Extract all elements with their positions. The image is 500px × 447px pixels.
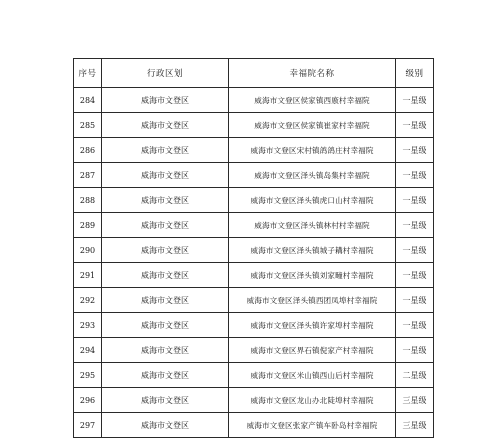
cell-region: 威海市文登区 [102, 163, 229, 188]
cell-welfare-home-name: 威海市文登区张家产镇车卧岛村幸福院 [229, 413, 396, 438]
cell-serial-number: 289 [74, 213, 102, 238]
cell-level: 一星级 [396, 88, 434, 113]
cell-welfare-home-name: 威海市文登区米山镇西山后村幸福院 [229, 363, 396, 388]
cell-serial-number: 295 [74, 363, 102, 388]
table-row [74, 138, 434, 163]
cell-serial-number: 287 [74, 163, 102, 188]
table-row [74, 413, 434, 438]
table-row [74, 313, 434, 338]
cell-serial-number: 284 [74, 88, 102, 113]
cell-welfare-home-name: 威海市文登区泽头镇刘家疃村幸福院 [229, 263, 396, 288]
cell-region: 威海市文登区 [102, 288, 229, 313]
cell-region: 威海市文登区 [102, 138, 229, 163]
cell-serial-number: 292 [74, 288, 102, 313]
header-welfare-home-name: 幸福院名称 [229, 59, 396, 88]
cell-level: 一星级 [396, 188, 434, 213]
table-header-row [74, 59, 434, 88]
table-row [74, 263, 434, 288]
cell-welfare-home-name: 威海市文登区侯家镇崔家村幸福院 [229, 113, 396, 138]
cell-region: 威海市文登区 [102, 413, 229, 438]
header-level: 级别 [396, 59, 434, 88]
welfare-home-table [73, 58, 434, 438]
cell-level: 一星级 [396, 138, 434, 163]
cell-level: 一星级 [396, 238, 434, 263]
table-row [74, 363, 434, 388]
table-row [74, 238, 434, 263]
cell-welfare-home-name: 威海市文登区泽头镇许家埠村幸福院 [229, 313, 396, 338]
cell-level: 一星级 [396, 288, 434, 313]
cell-region: 威海市文登区 [102, 213, 229, 238]
cell-welfare-home-name: 威海市文登区龙山办北陡埠村幸福院 [229, 388, 396, 413]
cell-level: 二星级 [396, 363, 434, 388]
cell-serial-number: 285 [74, 113, 102, 138]
cell-region: 威海市文登区 [102, 88, 229, 113]
cell-level: 三星级 [396, 388, 434, 413]
cell-region: 威海市文登区 [102, 388, 229, 413]
cell-welfare-home-name: 威海市文登区泽头镇城子耩村幸福院 [229, 238, 396, 263]
table-row [74, 288, 434, 313]
cell-level: 一星级 [396, 113, 434, 138]
table-row [74, 338, 434, 363]
table-row [74, 213, 434, 238]
cell-level: 一星级 [396, 338, 434, 363]
cell-serial-number: 286 [74, 138, 102, 163]
cell-welfare-home-name: 威海市文登区宋村镇鸽鸽庄村幸福院 [229, 138, 396, 163]
cell-welfare-home-name: 威海市文登区侯家镇西廒村幸福院 [229, 88, 396, 113]
header-administrative-division: 行政区划 [102, 59, 229, 88]
cell-level: 三星级 [396, 413, 434, 438]
table-row [74, 388, 434, 413]
cell-welfare-home-name: 威海市文登区泽头镇虎口山村幸福院 [229, 188, 396, 213]
cell-serial-number: 293 [74, 313, 102, 338]
cell-welfare-home-name: 威海市文登区界石镇倪家产村幸福院 [229, 338, 396, 363]
cell-region: 威海市文登区 [102, 188, 229, 213]
cell-welfare-home-name: 威海市文登区泽头镇西团凤埠村幸福院 [229, 288, 396, 313]
cell-serial-number: 288 [74, 188, 102, 213]
table-row [74, 188, 434, 213]
cell-level: 一星级 [396, 213, 434, 238]
table-row [74, 88, 434, 113]
cell-region: 威海市文登区 [102, 263, 229, 288]
cell-level: 一星级 [396, 163, 434, 188]
cell-welfare-home-name: 威海市文登区泽头镇岛集村幸福院 [229, 163, 396, 188]
table-row [74, 113, 434, 138]
cell-region: 威海市文登区 [102, 313, 229, 338]
cell-welfare-home-name: 威海市文登区泽头镇林村村幸福院 [229, 213, 396, 238]
cell-serial-number: 294 [74, 338, 102, 363]
table-row [74, 163, 434, 188]
cell-level: 一星级 [396, 263, 434, 288]
cell-serial-number: 290 [74, 238, 102, 263]
cell-region: 威海市文登区 [102, 363, 229, 388]
cell-level: 一星级 [396, 313, 434, 338]
cell-serial-number: 296 [74, 388, 102, 413]
cell-serial-number: 297 [74, 413, 102, 438]
cell-region: 威海市文登区 [102, 338, 229, 363]
cell-region: 威海市文登区 [102, 113, 229, 138]
cell-serial-number: 291 [74, 263, 102, 288]
header-serial-number: 序号 [74, 59, 102, 88]
cell-region: 威海市文登区 [102, 238, 229, 263]
